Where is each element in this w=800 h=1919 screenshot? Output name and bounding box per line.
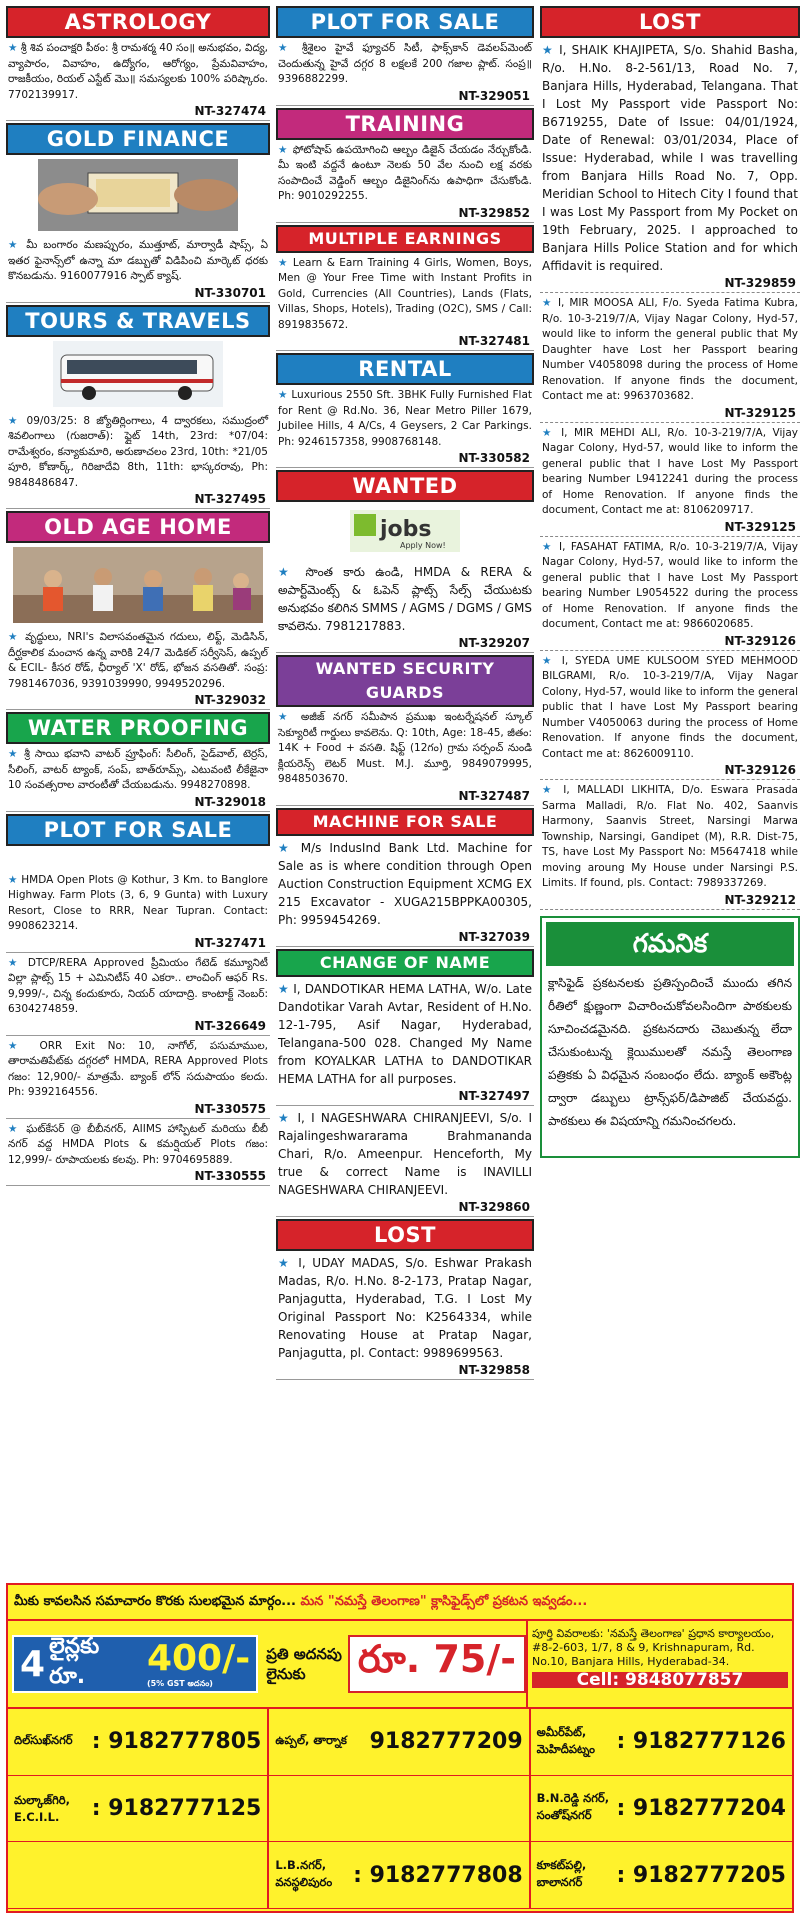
ad-code: NT-327497 (276, 1088, 534, 1106)
plot-for-sale-header: PLOT FOR SALE (276, 6, 534, 38)
price-box (8, 1621, 526, 1707)
branch-number: : 9182777808 (353, 1862, 523, 1888)
ad-code: NT-329051 (276, 88, 534, 106)
wanted-ad (276, 560, 534, 635)
branch-location: కూకట్‌పల్లి, బాలానగర్ (536, 1858, 587, 1890)
wanted-header: WANTED (276, 470, 534, 502)
lost-header-center: LOST (276, 1219, 534, 1251)
star-icon: ★ (542, 540, 554, 553)
ad-code: NT-327474 (6, 103, 270, 121)
plot-ad (6, 1036, 270, 1101)
column-3 (540, 4, 800, 1579)
bus-image (6, 341, 270, 407)
ad-text: DTCP/RERA Approved ప్రీమియం గేటెడ్ కమ్యూనిటీ విల్లా ప్లాట్స్ 15 + ఎమినిటీస్ 40 ఎకరా.. లాంచింగ్ ఆఫర్ Rs. 9,999/-, చిన్న కందుకూరు, నియర్ యాదాద్రి. కాంటాక్ట్ నెంబర్: 6304274859. (8, 956, 269, 1015)
ad-code: NT-327481 (276, 333, 534, 351)
ad-text: ఫోటోషాప్ ఉపయోగించి ఆల్బం డిజైన్ చేయడం నేర్చుకోండి. మీ ఇంటి వద్దనే ఉంటూ నెలకు 50 వేల నుంచి లక్ష వరకు సంపాదించే వెడ్డింగ్ ఆల్బం డిజైనింగ్‌ను ఉపాధిగా చేసుకోండి. Ph: 9010292255. (278, 143, 532, 202)
star-icon: ★ (542, 784, 556, 796)
plot-ad (6, 870, 270, 935)
training-header: TRAINING (276, 108, 534, 140)
tours-header: TOURS & TRAVELS (6, 305, 270, 337)
lost-ad (540, 423, 800, 519)
branch-number: : 9182777126 (616, 1729, 786, 1755)
ad-code: NT-330701 (6, 285, 270, 303)
branch-phone (269, 1709, 530, 1776)
plot-ad (6, 1119, 270, 1169)
extra-line-price (266, 1635, 526, 1693)
branch-phone (8, 1776, 269, 1843)
column-1 (6, 4, 270, 1579)
name-change-ad (276, 977, 534, 1088)
cash-handover-image (6, 159, 270, 231)
ad-code: NT-329207 (276, 635, 534, 653)
office-info (526, 1621, 792, 1707)
branch-location: ఉప్పల్, తార్నాక (275, 1733, 347, 1748)
banner-left-text: మీకు కావలసిన సమాచారం కొరకు సులభమైన మార్గం... (14, 1594, 296, 1609)
banner-mid-text: మన "నమస్తే తెలంగాణ" క్లాసిఫైడ్స్‌లో ప్రకటన ఇవ్వడం... (300, 1594, 588, 1609)
ad-text: అజీజ్ నగర్ సమీపాన ప్రముఖ ఇంటర్నేషనల్ స్కూల్ సెక్యూరిటీ గార్డులు కావలెను. Q: 10th, Age: 18-45, జీతం: 14K + Food + వసతి. షిఫ్ట్ (12గం) గ్రామ సర్పంచ్ నుండి క్లియరెన్స్ లెటర్ Must. M.J. మూర్తి, 9849079995, 9848503670. (278, 711, 533, 785)
lost-ad (540, 38, 800, 275)
water-proofing-ad (6, 744, 270, 794)
branch-phone (269, 1842, 530, 1909)
old-age-home-photo (6, 547, 270, 623)
ad-text: I, SHAIK KHAJIPETA, S/o. Shahid Basha, R/o. H.No. 8-2-561/13, Road No. 7, Banjara Hills, Hyderabad, Telangana. That I Lost My Passport vide Passport No: B6719255, Date of Issue: 04/01/1924, Date of Renewal: 03/01/2034, Place of Issue: Hyderabad, while I was travelling from Banjara Hills Road No. 7, Opp. Meridian School to Hitech City I found that I was Lost My Passport from My Pocket on 19th February, 2025. I approached to Banjara Hills Police Station and for which Affidavit is required. (542, 43, 798, 273)
notice-text: క్లాసిఫైడ్ ప్రకటనలకు ప్రతిస్పందించే ముందు తగిన రీతిలో క్షుణ్ణంగా విచారించుకోవలసిందిగా పాఠకులకు సూచించడమైనది. ప్రకటనదారు చెబుతున్న లేదా చేసుకుంటున్న క్లెయిములతో నమస్తే తెలంగాణ పత్రికకు ఏ విధమైన సంబంధం లేదు. బ్యాంక్ అకౌంట్ల ద్వారా డబ్బులు ట్రాన్స్‌ఫర్/డిపాజిట్ చేయవద్దు. పాఠకులు ఈ విషయాన్ని గమనించగలరు. (548, 975, 792, 1128)
star-icon: ★ (542, 43, 555, 57)
ad-text: I, MIR MOOSA ALI, F/o. Syeda Fatima Kubra, R/o. 10-3-219/7/A, Vijay Nagar Colony, Hyd-57, would like to inform the general public that My Daughter have Lost her Passport bearing Number V4058098 during the process of Home Renovation. If anyone finds the document, Contact me at: 9963703682. (542, 297, 799, 402)
ad-text: ఘట్‌కేసర్ @ బీబీనగర్, AIIMS హాస్పిటల్ మరియు బీబీ నగర్ వద్ద HMDA Plots & కమర్షియల్ Plots గజం: 12,999/- రూపాయలకు కలవు. Ph: 9704695889. (8, 1122, 269, 1166)
star-icon: ★ (278, 1110, 292, 1125)
ad-code: NT-326649 (6, 1018, 270, 1036)
ad-code: NT-330555 (6, 1168, 270, 1186)
star-icon: ★ (278, 256, 289, 269)
ad-code: NT-329860 (276, 1199, 534, 1217)
security-ad (276, 707, 534, 788)
ad-text: HMDA Open Plots @ Kothur, 3 Km. to Banglore Highway. Farm Plots (3, 6, 9 Gunta) with Luxury Resort, Close to RRR, Near Tupran. Contact: 9908623214. (8, 873, 269, 932)
star-icon: ★ (8, 42, 18, 54)
notice-box (540, 916, 800, 1158)
gst-note: (5% GST అదనం) (146, 1679, 213, 1688)
jobs-logo-sub: Apply Now! (400, 541, 446, 550)
ad-code: NT-329032 (6, 692, 270, 710)
ad-code: NT-330575 (6, 1101, 270, 1119)
ad-code: NT-330582 (276, 450, 534, 468)
extra-line-label-1: ప్రతి అదనపు (266, 1645, 342, 1663)
branch-location: అమీర్‌పేట్, మెహిదీపట్నం (536, 1724, 596, 1756)
rates-footer (6, 1583, 794, 1913)
star-icon: ★ (278, 1255, 292, 1270)
ad-code: NT-329125 (540, 519, 800, 537)
branch-number: : 9182777205 (616, 1862, 786, 1888)
star-icon: ★ (542, 654, 555, 667)
star-icon: ★ (278, 143, 289, 156)
name-change-ad (276, 1106, 534, 1199)
ad-text: శ్రీ శివ పంచాక్షరి పీఠం: శ్రీ రామశర్మ 40 సం॥ అనుభవం, విద్య, వ్యాపారం, వివాహం, ఉద్యోగం, ఆరోగ్యం, ప్రేమవివాహం, రాజకీయం, రియల్ ఎస్టేట్ మొ॥ సమస్యలకు 100% పరిష్కారం. 7702139917. (8, 42, 269, 101)
multiple-earnings-header: MULTIPLE EARNINGS (276, 225, 534, 253)
plot-ad (276, 38, 534, 88)
lost-ad (540, 293, 800, 405)
branch-location: దిల్‌సుఖ్‌నగర్ (14, 1733, 73, 1748)
tours-ad (6, 411, 270, 492)
branch-phones (8, 1709, 792, 1909)
rental-ad (276, 385, 534, 450)
pricing-row (8, 1621, 792, 1709)
columns (6, 4, 799, 1579)
star-icon: ★ (278, 711, 293, 723)
ad-code: NT-329126 (540, 633, 800, 651)
star-icon: ★ (542, 426, 555, 439)
branch-location: L.B.నగర్, వనస్థలిపురం (275, 1858, 333, 1890)
ad-code: NT-327039 (276, 929, 534, 947)
star-icon: ★ (8, 873, 18, 886)
ad-text: I, MIR MEHDI ALI, R/o. 10-3-219/7/A, Vijay Nagar Colony, Hyd-57, would like to inform the general public that I have Lost My Passport bearing Number L9412241 during the process of Home Renovation. If anyone finds the document, Contact me at: 8106209717. (542, 426, 798, 516)
ad-code: NT-329125 (540, 405, 800, 423)
ad-text: I, I NAGESHWARA CHIRANJEEVI, S/o. I Rajalingeshwararama Brahmananda Chari, R/o. Ameenpur. Henceforth, My true & correct Name is INAVILLI NAGESHWARA CHIRANJEEVI. (278, 1110, 532, 1197)
plot-ad (6, 953, 270, 1018)
notice-title: గమనిక (546, 922, 794, 966)
line-count: 4 (20, 1643, 46, 1685)
training-ad (276, 140, 534, 205)
star-icon: ★ (278, 840, 293, 855)
machine-ad (276, 836, 534, 929)
security-guards-header: WANTED SECURITY GUARDS (276, 655, 534, 707)
branch-phone (531, 1776, 792, 1843)
water-proofing-header: WATER PROOFING (6, 712, 270, 744)
ad-text: Luxurious 2550 Sft. 3BHK Fully Furnished Flat for Rent @ Rd.No. 36, Near Metro Piller 1679, Jubilee Hills, 4 A/Cs, 4 Geysers, 2 Car Parkings. Ph: 9246157358, 9908768148. (278, 389, 532, 448)
ad-text: 09/03/25: 8 జ్యోతిర్లింగాలు, 4 ద్వారకలు, సముద్రంలో శివలింగాలు (గుజరాత్): ఫ్లైట్ 14th, 23rd: *07/04: రామేశ్వరం, కన్యాకుమారి, అరుణాచలం 23rd, 10th: *21/05 పూరి, కోణార్క్, గిరిజాదేవి 8th, 11th: భాస్కరరావు, Ph: 9848486847. (8, 414, 269, 489)
lost-ad (540, 780, 800, 892)
star-icon: ★ (278, 42, 293, 54)
footer-banner (8, 1585, 792, 1621)
branch-phone (531, 1709, 792, 1776)
star-icon: ★ (8, 1122, 21, 1135)
branch-number: 9182777209 (369, 1729, 523, 1755)
ad-text: శ్రీ సాయి భవాని వాటర్ ప్రూఫింగ్: సీలింగ్, సైడ్‌వాల్, టెర్రస్, సీలింగ్, వాటర్ ట్యాంక్, సంప్, బాత్‌రూమ్స్, ఎటువంటి లీకేజైనా 10 సంవత్సరాల వారంటీతో చేయబడును. 9948270898. (8, 748, 268, 791)
lines-label: లైన్లకు రూ. (49, 1634, 100, 1689)
ad-text: ORR Exit No: 10, నాగోల్, పసుమాముల, తారామతిపేట్‌కు దగ్గరలో HMDA, RERA Approved Plots గజం: 12,900/- మాత్రమే. బ్యాంక్ లోన్ సదుపాయం కలదు. Ph: 9392164556. (8, 1039, 268, 1098)
ad-text: I, FASAHAT FATIMA, R/o. 10-3-219/7/A, Vijay Nagar Colony, Hyd-57, would like to inform the general public that I have Lost My Passport bearing Number L9054522 during the process of Home Renovation. If anyone finds the document, Contact me at: 9866020685. (542, 540, 798, 630)
star-icon: ★ (8, 414, 21, 427)
branch-phone-empty (269, 1776, 530, 1843)
branch-number: : 9182777805 (91, 1729, 262, 1755)
ad-code: NT-329126 (540, 762, 800, 780)
astrology-ad (6, 38, 270, 103)
jobs-logo-word: jobs (380, 517, 432, 542)
star-icon: ★ (8, 748, 20, 760)
star-icon: ★ (542, 297, 554, 309)
jobs-logo (276, 506, 534, 556)
ad-code: NT-329212 (540, 892, 800, 910)
branch-number: : 9182777125 (91, 1795, 262, 1821)
star-icon: ★ (8, 956, 21, 969)
star-icon: ★ (278, 565, 296, 579)
branch-phone (531, 1842, 792, 1909)
plot-ad-spacer (6, 846, 270, 870)
branch-location: B.N.రెడ్డి నగర్, సంతోష్‌నగర్ (536, 1791, 610, 1823)
ad-code: NT-327495 (6, 491, 270, 509)
lost-ad (540, 537, 800, 633)
branch-phone (8, 1709, 269, 1776)
change-of-name-header: CHANGE OF NAME (276, 949, 534, 977)
gold-finance-ad (6, 235, 270, 285)
lost-ad (276, 1251, 534, 1362)
base-price-box (12, 1635, 258, 1693)
branch-location: మల్కాజ్‌గిరి, E.C.I.L. (14, 1792, 70, 1824)
ad-text: వృద్ధులు, NRI's విలాసవంతమైన గదులు, లిఫ్ట్, మెడిసిన్, దీర్ఘకాలిక మంచాన ఉన్న వారికి 24/7 మెడికల్ సర్వీసెస్, ఉప్పల్ & ECIL- కీసర రోడ్, ఛీర్యాల్ 'X' రోడ్, భోజన వసతితో. సంప్ర: 7981467036, 9391039990, 9949520296. (8, 631, 268, 690)
plot-for-sale-header-left: PLOT FOR SALE (6, 814, 270, 846)
office-address: పూర్తి వివరాలకు: 'నమస్తే తెలంగాణ' ప్రధాన కార్యాలయం, #8-2-603, 1/7, 8 & 9, Krishnapuram, Rd. No.10, Banjara Hills, Hyderabad-34. (532, 1627, 775, 1668)
ad-code: NT-329859 (540, 275, 800, 293)
lost-ad (540, 651, 800, 763)
ad-text: I, SYEDA UME KULSOOM SYED MEHMOOD BILGRAMI, R/o. 10-3-219/7/A, Vijay Nagar Colony, Hyd-57, would like to inform the general public that I have Lost My Passport bearing Number V4050063 during the process of Home Renovation. If anyone finds the document, Contact me at: 8626009110. (542, 654, 798, 760)
earnings-ad (276, 253, 534, 334)
ad-text: సొంత కారు ఉండి, HMDA & RERA & అపార్ట్‌మెంట్స్ & ఓపెన్ ప్లాట్స్ సేల్స్ చేయుటకు అనుభవం కలిగిన SMMS / AGMS / DGMS / GMS కావలెను. 7981217883. (278, 565, 532, 633)
ad-code: NT-327471 (6, 935, 270, 953)
ad-text: M/s IndusInd Bank Ltd. Machine for Sale as is where condition through Open Auction Construction Equipment XCMG EX 215 Excavator - XUGA215BPPKA00305, Ph: 9959454269. (278, 840, 532, 927)
extra-line-label-2: లైనుకు (266, 1665, 306, 1683)
branch-number: : 9182777204 (616, 1795, 786, 1821)
ad-text: I, DANDOTIKAR HEMA LATHA, W/o. Late Dandotikar Varah Avtar, Resident of H.No. 12-1-795, Asif Nagar, Hyderabad, Telangana-500 028. Changed My Name from KOYALKAR LATHA to DANDOTIKAR HEMA LATHA for all purposes. (278, 981, 532, 1086)
extra-line-label (266, 1644, 342, 1684)
ad-code: NT-329858 (276, 1362, 534, 1380)
old-age-home-ad (6, 627, 270, 692)
old-age-home-header: OLD AGE HOME (6, 511, 270, 543)
base-price (147, 1638, 250, 1690)
ad-text: శ్రీశైలం హైవే ఫ్యూచర్ సిటీ, ఫాక్స్‌కాన్ డెవలప్‌మెంట్ చెందుతున్న హైవే దగ్గర 8 లక్షలకే 200 గజాల ప్లాట్. సంప్ర॥ 9396882299. (278, 42, 532, 85)
base-price-value: 400/- (146, 1638, 251, 1679)
star-icon: ★ (278, 389, 288, 401)
ad-text: I, MALLADI LIKHITA, D/o. Eswara Prasada Sarma Malladi, R/o. Flat No. 402, Saanvis Harmony, Saanvis Street, Narsingi Marwa Township, Narsingi, Gandipet (M), R.R. Dist-75, TS, have Lost My Passport No: M5647418 while moving aroung My House under Narsingi P.S. Limits. If found, pls. Contact: 7989337269. (542, 784, 798, 889)
ad-code: NT-329852 (276, 205, 534, 223)
astrology-header: ASTROLOGY (6, 6, 270, 38)
lost-header: LOST (540, 6, 800, 38)
extra-line-price-value: రూ. 75/- (348, 1635, 526, 1693)
machine-for-sale-header: MACHINE FOR SALE (276, 808, 534, 836)
star-icon: ★ (278, 981, 290, 996)
ad-text: Learn & Earn Training 4 Girls, Women, Boys, Men @ Your Free Time with Instant Profits in Gold, Currencies (All Countries), Lands (Flats, Villas, Shops, Hotels), Trading (O2C), SMS / Call: 8919835672. (278, 256, 532, 331)
ad-code: NT-327487 (276, 788, 534, 806)
office-cell: Cell: 9848077857 (532, 1672, 788, 1688)
gold-finance-header: GOLD FINANCE (6, 123, 270, 155)
ad-text: I, UDAY MADAS, S/o. Eshwar Prakash Madas, R/o. H.No. 8-2-173, Pratap Nagar, Panjagutta, Hyderabad, T.G. I Lost My Original Passport No: K2564334, while Renovating House at Pratap Nagar, Panjagutta, pl. Contact: 9989699563. (278, 1255, 532, 1360)
column-2 (276, 4, 534, 1579)
branch-phone-empty (8, 1842, 269, 1909)
rental-header: RENTAL (276, 353, 534, 385)
ad-text: మీ బంగారం మణప్పురం, ముత్తూట్, మార్వాడీ షాప్స్, ఏ ఇతర ఫైనాన్స్‌లో ఉన్నా మా డబ్బుతో విడిపించి మార్కెట్ ధరకు కొనబడును. 9160077916 స్పాట్ క్యాష్. (8, 239, 268, 282)
star-icon: ★ (8, 1039, 27, 1052)
ad-code: NT-329018 (6, 794, 270, 812)
star-icon: ★ (8, 631, 20, 643)
star-icon: ★ (8, 239, 21, 251)
